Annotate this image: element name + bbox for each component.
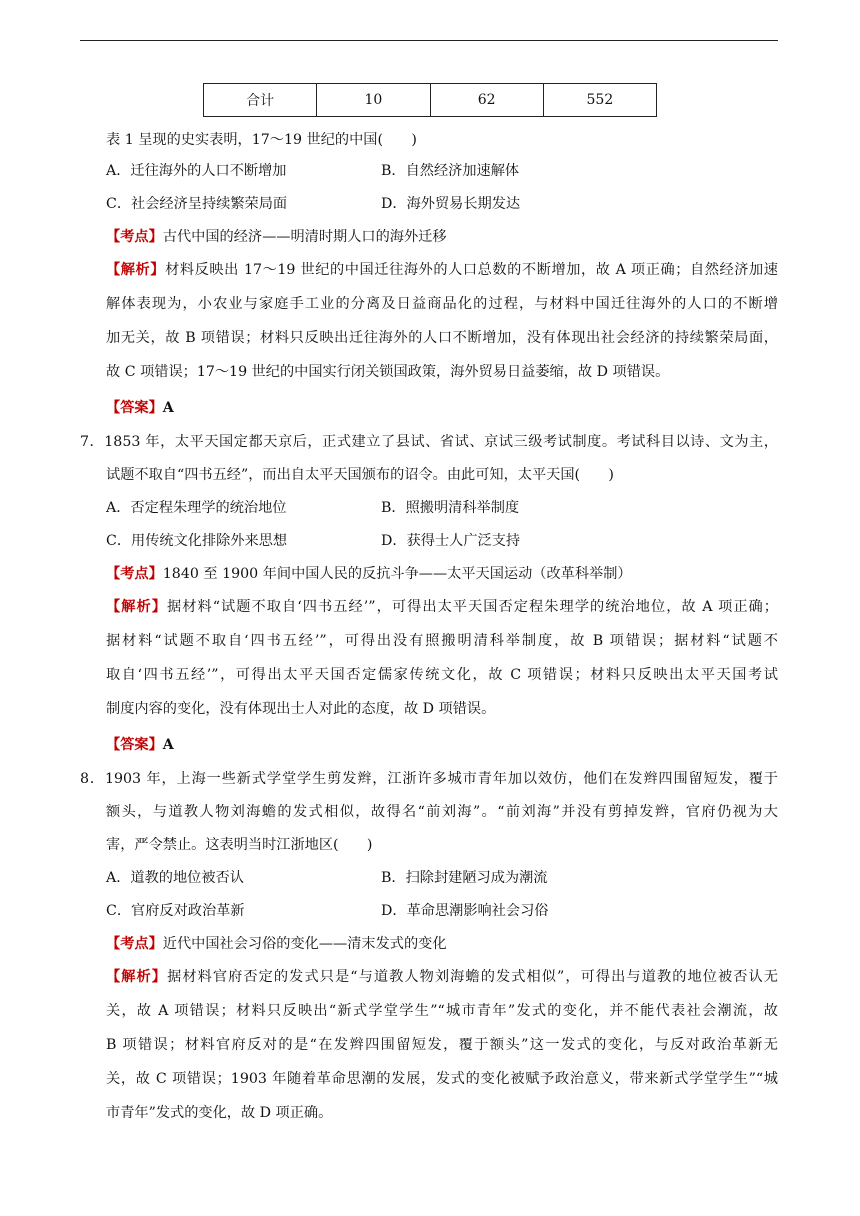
kaodian-text: 1840 至 1900 年间中国人民的反抗斗争——太平天国运动（改革科举制） [162, 566, 632, 582]
q6-answer [106, 397, 174, 417]
jiexi-tag: 【解析】 [106, 262, 166, 278]
q6-kaodian [106, 226, 447, 246]
table-row [204, 84, 657, 117]
answer-value: A [162, 400, 174, 416]
q6-jiexi-line [106, 259, 778, 279]
q8-stem-line: 8．1903 年，上海一些新式学堂学生剪发辫，江浙许多城市青年加以效仿，他们在发辫四围留短发，覆于 [80, 771, 778, 787]
q8-jiexi-line: B 项错误；材料官府反对的是“在发辫四围留短发，覆于额头”这一发式的变化，与反对政治革新无 [106, 1037, 778, 1053]
q7-option-a: A．否定程朱理学的统治地位 [106, 500, 287, 516]
q7-answer [106, 734, 174, 754]
q6-option-a: A．迁往海外的人口不断增加 [106, 163, 287, 179]
q8-option-b: B．扫除封建陋习成为潮流 [381, 870, 548, 886]
header-rule [80, 40, 778, 41]
kaodian-tag: 【考点】 [106, 936, 163, 952]
jiexi-tag: 【解析】 [106, 599, 167, 615]
q7-option-c: C．用传统文化排除外来思想 [106, 533, 288, 549]
q8-jiexi-line: 关，故 C 项错误；1903 年随着革命思潮的发展，发式的变化被赋予政治意义，带来新式学堂学生”“城 [106, 1071, 778, 1087]
q7-stem-line: 7．1853 年，太平天国定都天京后，正式建立了县试、省试、京试三级考试制度。考试科目以诗、文为主， [80, 434, 778, 450]
q6-option-d: D．海外贸易长期发达 [381, 196, 521, 212]
q7-kaodian [106, 563, 632, 583]
answer-tag: 【答案】 [106, 737, 163, 753]
table-cell: 552 [543, 84, 656, 117]
q7-jiexi-line: 制度内容的变化，没有体现出士人对此的态度，故 D 项错误。 [106, 701, 496, 717]
q8-option-d: D．革命思潮影响社会习俗 [381, 903, 549, 919]
q7-jiexi-line: 取自‘四书五经’”，可得出太平天国否定儒家传统文化，故 C 项错误；材料只反映出太平天国考试 [106, 667, 778, 683]
jiexi-text: 据材料“试题不取自‘四书五经’”，可得出太平天国否定程朱理学的统治地位，故 A 项正确； [166, 599, 778, 615]
kaodian-text: 古代中国的经济——明清时期人口的海外迁移 [162, 229, 447, 245]
q6-option-b: B．自然经济加速解体 [381, 163, 520, 179]
kaodian-tag: 【考点】 [106, 229, 163, 245]
population-table [203, 83, 657, 117]
answer-tag: 【答案】 [106, 400, 163, 416]
q7-jiexi-line: 据材料“试题不取自‘四书五经’”，可得出没有照搬明清科举制度，故 B 项错误；据材料“试题不 [106, 633, 778, 649]
kaodian-text: 近代中国社会习俗的变化——清末发式的变化 [162, 936, 447, 952]
kaodian-tag: 【考点】 [106, 566, 163, 582]
q6-jiexi-line: 故 C 项错误；17～19 世纪的中国实行闭关锁国政策，海外贸易日益萎缩，故 D 项错误。 [106, 364, 670, 380]
q8-jiexi-line: 市青年”发式的变化，故 D 项正确。 [106, 1105, 333, 1121]
q8-option-c: C．官府反对政治革新 [106, 903, 245, 919]
q7-option-b: B．照搬明清科举制度 [381, 500, 520, 516]
jiexi-text: 据材料官府否定的发式只是“与道教人物刘海蟾的发式相似”，可得出与道教的地位被否认无 [167, 969, 778, 985]
q8-stem-line: 额头，与道教人物刘海蟾的发式相似，故得名“前刘海”。“前刘海”并没有剪掉发辫，官府仍视为大 [106, 804, 778, 820]
answer-value: A [162, 737, 174, 753]
q6-jiexi-line: 解体表现为，小农业与家庭手工业的分离及日益商品化的过程，与材料中国迁往海外的人口的不断增 [106, 296, 778, 312]
q8-kaodian [106, 933, 447, 953]
jiexi-tag: 【解析】 [106, 969, 168, 985]
q7-option-d: D．获得士人广泛支持 [381, 533, 521, 549]
jiexi-text: 材料反映出 17～19 世纪的中国迁往海外的人口总数的不断增加，故 A 项正确；自然经济加速 [165, 262, 778, 278]
q8-stem-line: 害，严令禁止。这表明当时江浙地区( ) [106, 837, 373, 853]
q7-jiexi-line [106, 596, 778, 616]
q8-jiexi-line [106, 966, 778, 986]
q8-jiexi-line: 关，故 A 项错误；材料只反映出“新式学堂学生”“城市青年”发式的变化，并不能代表社会潮流，故 [106, 1003, 778, 1019]
table-cell: 合计 [204, 84, 317, 117]
q6-stem: 表 1 呈现的史实表明，17～19 世纪的中国( ) [106, 132, 417, 148]
q6-option-c: C．社会经济呈持续繁荣局面 [106, 196, 288, 212]
q6-jiexi-line: 加无关，故 B 项错误；材料只反映出迁往海外的人口不断增加，没有体现出社会经济的持续繁荣局面， [106, 330, 778, 346]
table-cell: 62 [430, 84, 543, 117]
table-cell: 10 [317, 84, 430, 117]
q7-stem-line: 试题不取自“四书五经”，而出自太平天国颁布的诏令。由此可知，太平天国( ) [106, 467, 614, 483]
q8-option-a: A．道教的地位被否认 [106, 870, 244, 886]
